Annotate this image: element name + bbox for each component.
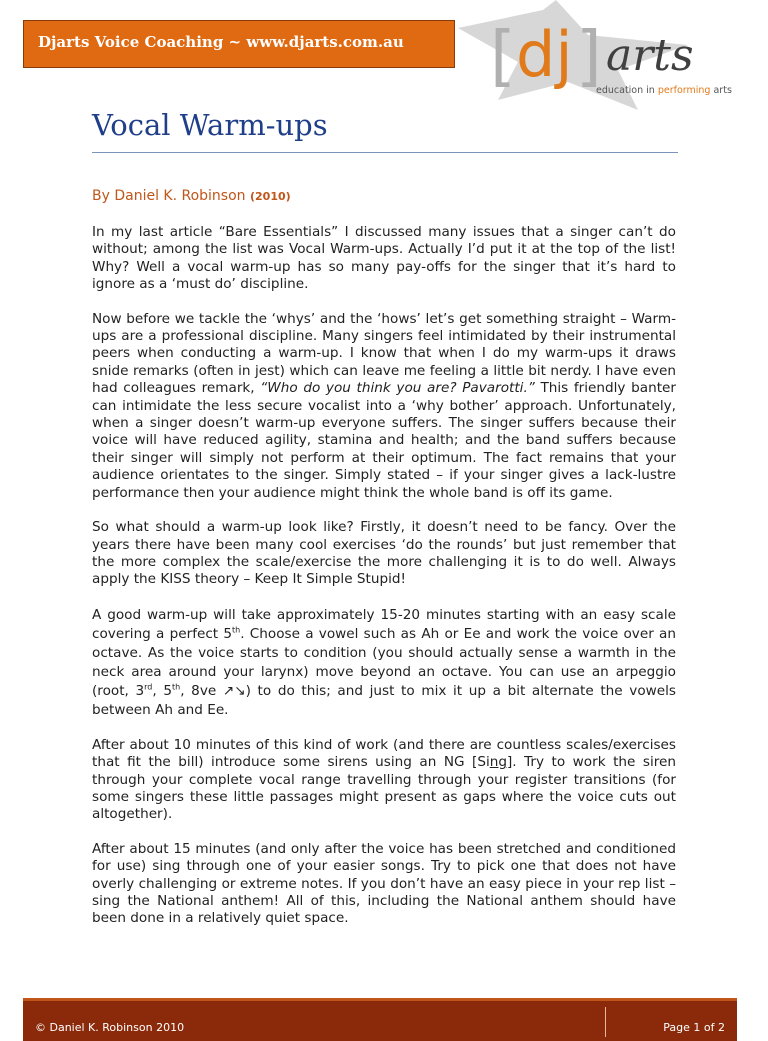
paragraph-4: A good warm-up will take approximately 15-20 minutes starting with an easy scale covering a perfect 5th. Choose a vowel such as Ah or Ee and work the voice over an octave. As the voice starts to condition (you should actually sense a warmth in the neck area around your larynx) move beyond an octave. You can use an arpeggio (root, 3rd, 5th, 8ve ↗↘) to do this; and just to mix it up a bit alternate the vowels between Ah and Ee.: [92, 606, 676, 718]
title-divider: [92, 152, 678, 153]
footer-divider: [605, 1007, 606, 1037]
pavarotti-quote: “Who do you think you are? Pavarotti.”: [260, 380, 535, 397]
banner-text: Djarts Voice Coaching ~ www.djarts.com.au: [38, 33, 404, 51]
page-title: Vocal Warm-ups: [92, 108, 328, 142]
paragraph-3: So what should a warm-up look like? Firstly, it doesn’t need to be fancy. Over the years there have been many cool exercises ‘do the rounds’ but just remember that the more complex the scale/exercise the more challenging it is to do well. Always apply the KISS theory – Keep It Simple Stupid!: [92, 519, 676, 588]
logo-bracket-left: [: [490, 17, 516, 94]
header-banner: [23, 20, 455, 68]
logo-dj: dj: [516, 18, 573, 91]
article-body: [92, 224, 676, 945]
footer-copyright: © Daniel K. Robinson 2010: [35, 1021, 185, 1034]
paragraph-1: In my last article “Bare Essentials” I discussed many issues that a singer can’t do without; among the list was Vocal Warm-ups. Actually I’d put it at the top of the list! Why? Well a vocal warm-up has so many pay-offs for the singer that it’s hard to ignore as a ‘must do’ discipline.: [92, 224, 676, 293]
paragraph-6: After about 15 minutes (and only after the voice has been stretched and conditioned for use) sing through one of your easier songs. Try to pick one that does not have overly challenging or extreme notes. If you don’t have an easy piece in your rep list – sing the National anthem! All of this, including the National anthem should have been done in a relatively quiet space.: [92, 840, 676, 927]
byline: [92, 188, 291, 204]
logo-bracket-right: ]: [576, 17, 602, 94]
footer-bar: [23, 998, 737, 1041]
paragraph-2: Now before we tackle the ‘whys’ and the ‘hows’ let’s get something straight – Warm-ups are a professional discipline. Many singers feel intimidated by their instrumental peers when conducting a warm-up. I know that when I do my warm-ups it draws snide remarks (often in jest) which can leave me feeling a little bit nerdy. I have even had colleagues remark, “Who do you think you are? Pavarotti.” This friendly banter can intimidate the less secure vocalist into a ‘why bother’ approach. Unfortunately, when a singer doesn’t warm-up everyone suffers. The singer suffers because their voice will have reduced agility, stamina and health; and the band suffers because their singer will simply not perform at their optimum. The fact remains that your audience orientates to the singer. Simply stated – if your singer gives a lack-lustre performance then your audience might think the whole band is off its game.: [92, 310, 676, 501]
year: (2010): [250, 190, 291, 203]
djarts-logo: [438, 0, 758, 110]
paragraph-5: After about 10 minutes of this kind of work (and there are countless scales/exercises that fit the bill) introduce some sirens using an NG [Sing]. Try to work the siren through your complete vocal range travelling through your register transitions (for some singers these little passages might present as gaps where the voice cuts out altogether).: [92, 736, 677, 823]
footer-page-number: Page 1 of 2: [663, 1021, 725, 1034]
logo-tagline: education in performing arts: [596, 85, 732, 96]
logo-arts: arts: [606, 30, 694, 81]
author: By Daniel K. Robinson: [92, 188, 246, 204]
